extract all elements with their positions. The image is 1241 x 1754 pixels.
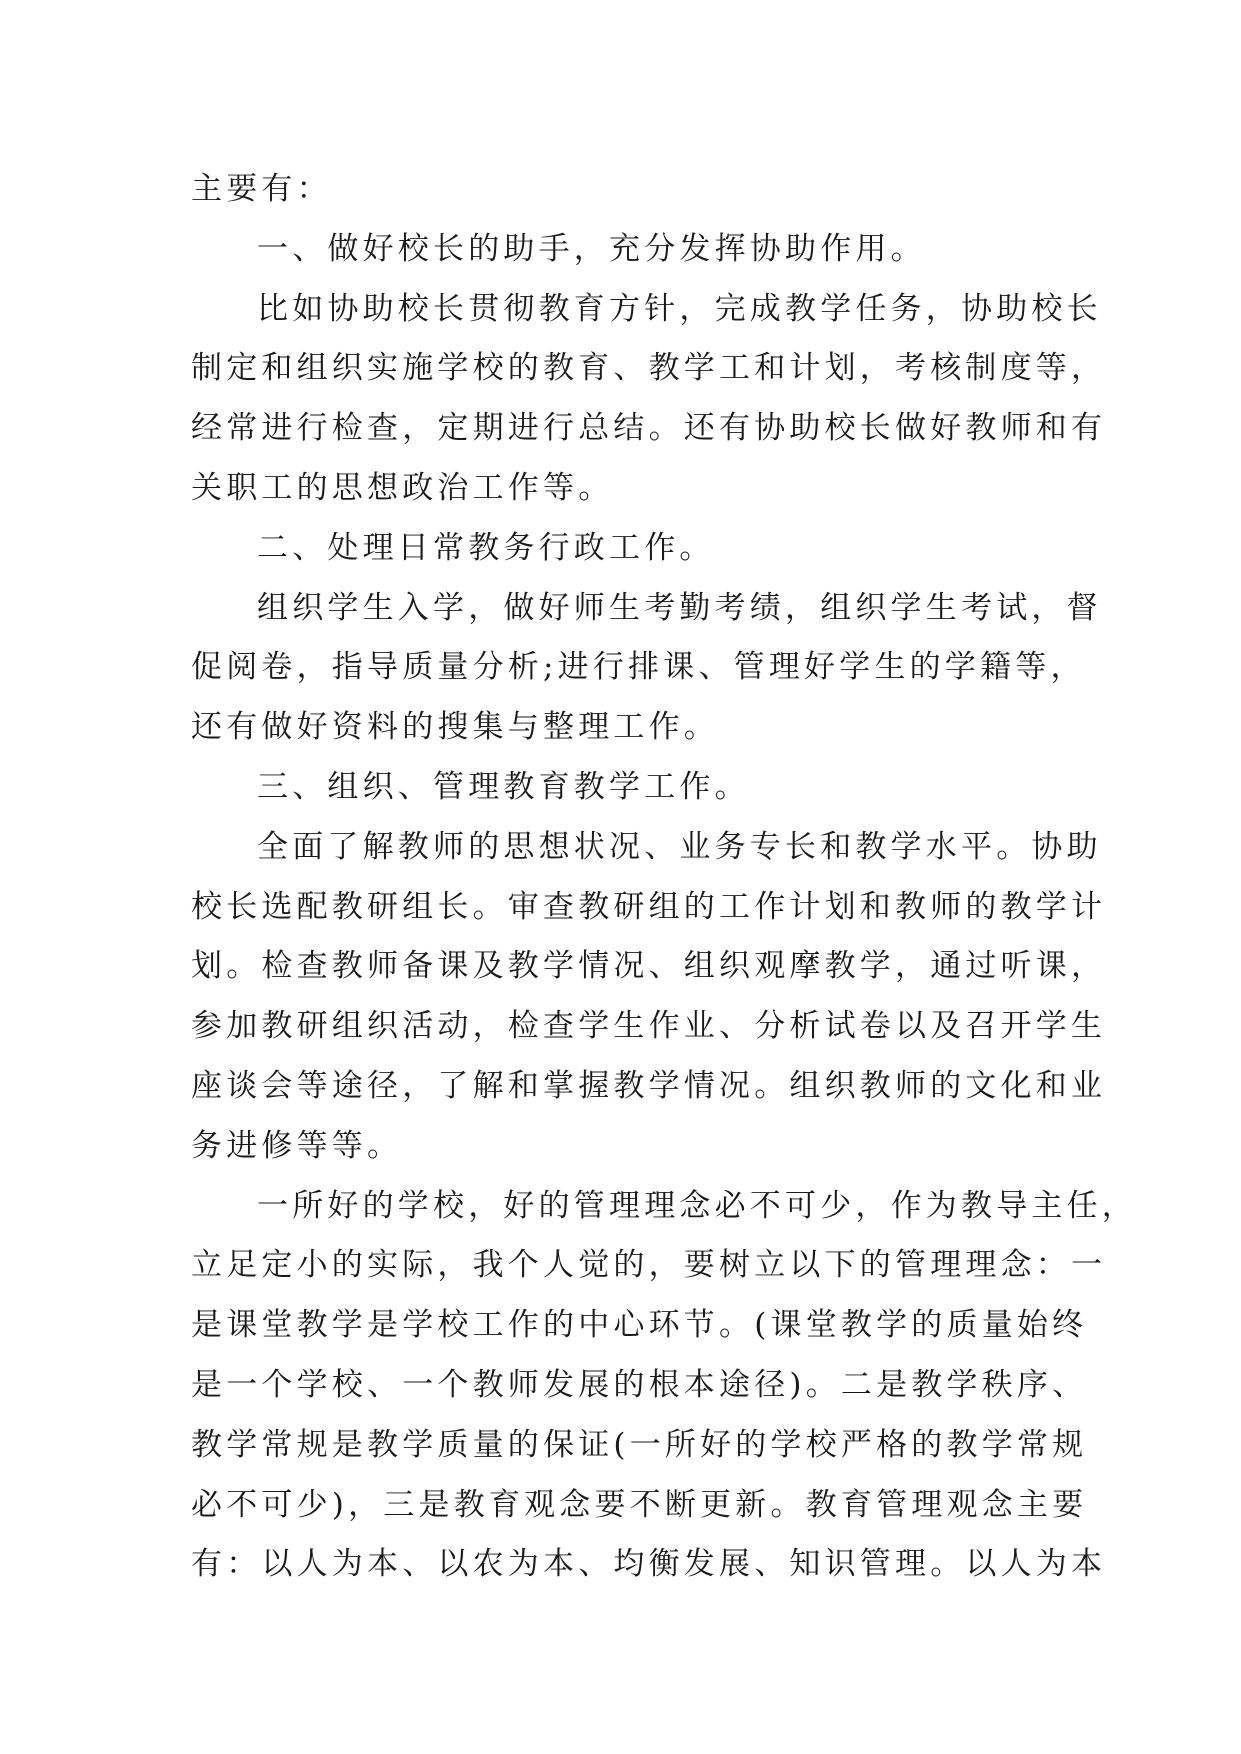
text-line: 座谈会等途径，了解和掌握教学情况。组织教师的文化和业 [191,1067,1107,1104]
text-line: 比如协助校长贯彻教育方针，完成教学任务，协助校长 [257,290,1102,327]
text-line: 划。检查教师备课及教学情况、组织观摩教学，通过听课， [191,948,1107,985]
text-line: 主要有： [191,171,332,207]
text-line: 全面了解教师的思想状况、业务专长和教学水平。协助 [257,828,1102,865]
text-line: 参加教研组织活动，检查学生作业、分析试卷以及召开学生 [191,1008,1107,1045]
text-line: 关职工的思想政治工作等。 [191,469,614,506]
text-line: 一所好的学校，好的管理理念必不可少，作为教导主任， [257,1187,1137,1224]
text-line: 校长选配教研组长。审查教研组的工作计划和教师的教学计 [191,888,1107,925]
text-line: 有：以人为本、以农为本、均衡发展、知识管理。以人为本 [191,1546,1107,1583]
document-body [191,160,1137,1595]
text-line: 二、处理日常教务行政工作。 [257,529,715,566]
text-line: 必不可少)，三是教育观念要不断更新。教育管理观念主要 [191,1486,1088,1523]
text-line: 教学常规是教学质量的保证(一所好的学校严格的教学常规 [191,1426,1088,1463]
text-line: 促阅卷，指导质量分析;进行排课、管理好学生的学籍等， [191,649,1086,686]
text-line: 经常进行检查，定期进行总结。还有协助校长做好教师和有 [191,410,1107,447]
text-line: 组织学生入学，做好师生考勤考绩，组织学生考试，督 [257,589,1102,626]
text-line: 立足定小的实际，我个人觉的，要树立以下的管理理念：一 [191,1247,1107,1284]
text-line: 还有做好资料的搜集与整理工作。 [191,709,719,746]
text-line: 一、做好校长的助手，充分发挥协助作用。 [257,230,926,267]
text-line: 是一个学校、一个教师发展的根本途径)。二是教学秩序、 [191,1366,1088,1403]
text-line: 三、组织、管理教育教学工作。 [257,768,750,805]
text-line: 务进修等等。 [191,1127,403,1164]
text-line: 制定和组织实施学校的教育、教学工和计划，考核制度等， [191,350,1107,387]
text-line: 是课堂教学是学校工作的中心环节。(课堂教学的质量始终 [191,1307,1088,1344]
